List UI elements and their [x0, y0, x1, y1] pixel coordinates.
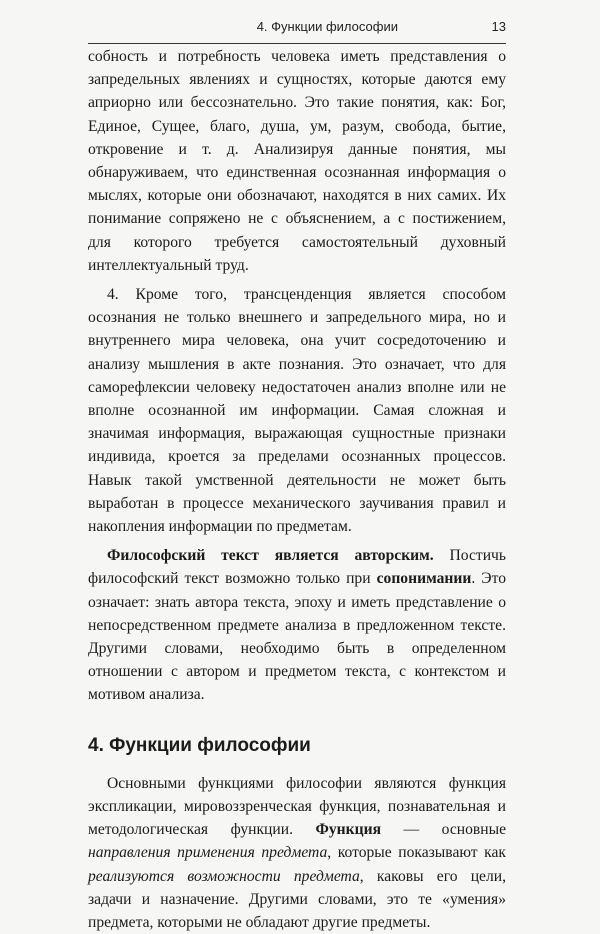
text-run: Основными функциями философии являются функция экспликации, мировоззренческая функция, познавательная и методологическая функции. [88, 774, 506, 839]
bold-phrase: Философский текст является авторским. [107, 547, 434, 565]
paragraph-authorial-text [88, 544, 506, 706]
bold-term: Функция [315, 821, 382, 839]
section-heading: 4. Функции философии [88, 734, 311, 756]
bold-term: сопонимании [376, 570, 472, 588]
paragraph-functions [88, 772, 506, 934]
text-run: Постичь философский текст возможно только при [88, 547, 506, 588]
page-body [88, 45, 506, 934]
running-header [88, 0, 506, 44]
text-run: — основные [381, 821, 506, 839]
text-run: , которые показывают как [327, 844, 506, 862]
italic-phrase: направления применения предмета [88, 844, 328, 862]
header-section-title: 4. Функции философии [256, 19, 398, 34]
paragraph-continuation: собность и потребность человека иметь представления о запредельных явлениях и сущностях, которые даются ему априорно или бессознательно. Это такие понятия, как: Бог, Единое, Сущее, благо, душа, ум, разум, свобода, бытие, откровение и т. д. Анализируя данные понятия, мы обнаруживаем, что единственная осознанная информация о мыслях, которые они обозначают, находятся в них самих. Их понимание сопряжено не с объяснением, а с постижением, для которого требуется самостоятельный духовный интеллектуальный труд. [88, 48, 506, 274]
text-run: . Это означает: знать автора текста, эпоху и иметь представление о непосредственном предмете анализа в предложенном тексте. Другими словами, необходимо быть в определенном отношении с автором и предметом текста, с контекстом и мотивом анализа. [88, 570, 506, 704]
italic-phrase: реализуются возможности предмета [88, 867, 360, 885]
text-run: , каковы его цели, задачи и назначение. Другими словами, это те «умения» предмета, которыми не обладают другие предметы. [88, 867, 506, 931]
paragraph-transcendence: 4. Кроме того, трансценденция является способом осознания не только внешнего и запредельного мира, но и внутреннего мира человека, она учит сосредоточению и анализу мышления в акте познания. Это означает, что для саморефлексии человеку недостаточен анализ вполне или не вполне осознанной им информации. Самая сложная и значимая информация, выражающая сущностные признаки индивида, кроется за пределами осознанных процессов. Навык такой умственной деятельности не может быть выработан в процессе механического заучивания правил и накопления информации по предметам. [88, 286, 506, 536]
page-number: 13 [491, 19, 506, 34]
